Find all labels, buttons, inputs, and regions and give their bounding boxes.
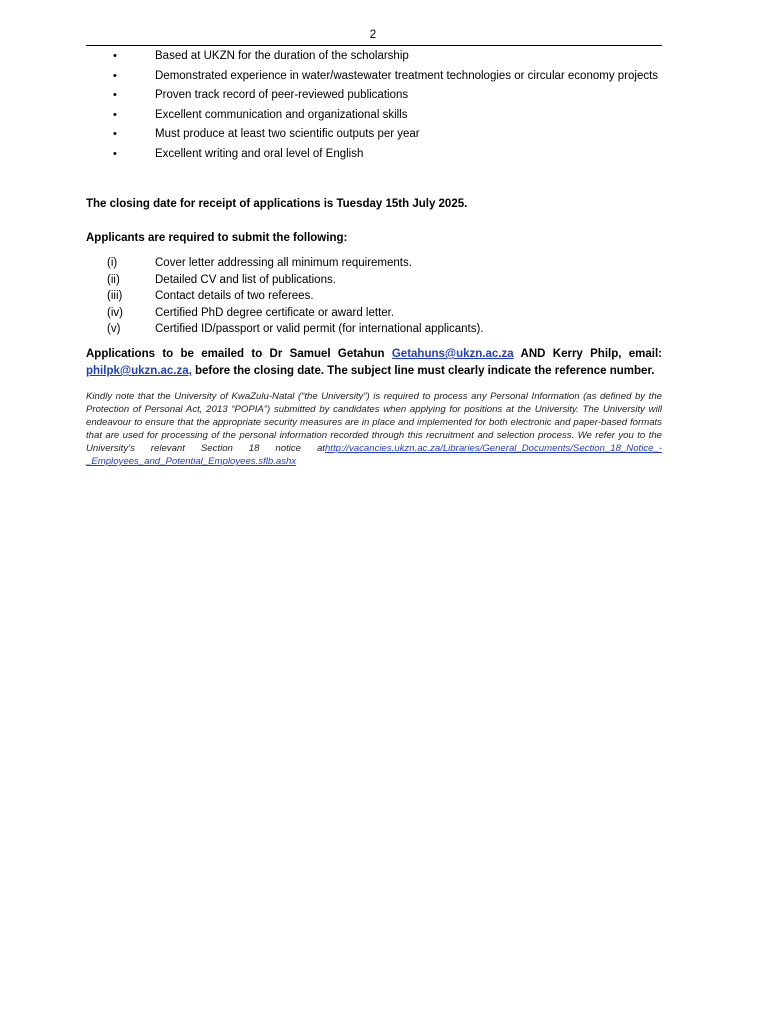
submission-item bbox=[86, 272, 662, 289]
bullet-icon: • bbox=[113, 128, 117, 140]
bullet-icon: • bbox=[113, 147, 117, 160]
submission-item bbox=[86, 321, 662, 338]
bullet-icon: • bbox=[113, 89, 117, 101]
requirement-text: Excellent communication and organizational skills bbox=[155, 108, 408, 121]
requirement-item bbox=[86, 106, 662, 124]
submission-item-text: Certified PhD degree certificate or award letter. bbox=[155, 306, 395, 319]
apply-middle: AND Kerry Philp, email: bbox=[513, 348, 662, 360]
requirement-text: Must produce at least two scientific outputs per year bbox=[155, 128, 420, 140]
bullet-icon: • bbox=[113, 50, 117, 62]
submission-heading: Applicants are required to submit the following: bbox=[86, 232, 348, 244]
requirement-item bbox=[86, 145, 662, 163]
requirements-list bbox=[86, 47, 662, 164]
submission-item bbox=[86, 305, 662, 322]
submission-item-text: Cover letter addressing all minimum requirements. bbox=[155, 257, 412, 269]
submission-item-number: (ii) bbox=[107, 273, 120, 286]
submission-item-number: (iii) bbox=[107, 290, 123, 303]
apply-prefix: Applications to be emailed to Dr Samuel Getahun bbox=[86, 348, 392, 360]
popia-text: Kindly note that the University of KwaZulu-Natal (“the University”) is required to process any Personal Information (as defined by the Protection of Personal Act, 2013 “POPIA”) submitted by candidates when applying for positions at the University. The University will endeavour to ensure that the appropriate security measures are in place and implemented for both electronic and paper-based formats that are used for processing of the personal information recorded through this recruitment and selection process. We refer you to the University’s relevant Section 18 notice at bbox=[86, 391, 662, 454]
submission-item-number: (iv) bbox=[107, 306, 123, 319]
getahun-email-link[interactable]: Getahuns@ukzn.ac.za bbox=[391, 348, 514, 360]
bullet-icon: • bbox=[113, 69, 117, 82]
requirement-text: Based at UKZN for the duration of the scholarship bbox=[155, 50, 409, 62]
requirement-item bbox=[86, 86, 662, 104]
requirement-text: Excellent writing and oral level of English bbox=[155, 147, 364, 160]
submission-item bbox=[86, 255, 662, 272]
application-instructions bbox=[86, 346, 662, 380]
closing-date-notice: The closing date for receipt of applications is Tuesday 15th July 2025. bbox=[86, 198, 468, 210]
requirement-item bbox=[86, 47, 662, 65]
submission-item bbox=[86, 288, 662, 305]
page-number: 2 bbox=[369, 29, 377, 41]
popia-notice bbox=[86, 390, 662, 468]
requirement-text: Proven track record of peer-reviewed publications bbox=[155, 89, 409, 101]
philp-email-link[interactable]: philpk@ukzn.ac.za, bbox=[86, 365, 192, 377]
submission-item-text: Certified ID/passport or valid permit (for international applicants). bbox=[155, 323, 484, 336]
submission-item-number: (v) bbox=[107, 323, 121, 336]
requirement-item bbox=[86, 125, 662, 143]
section-18-notice-link[interactable]: http://vacancies.ukzn.ac.za/Libraries/General_Documents/Section_18_Notice_-_Employees_and_Potential_Employees.sflb.ashx bbox=[86, 443, 662, 467]
submission-item-number: (i) bbox=[107, 257, 118, 269]
header-rule bbox=[86, 45, 662, 46]
requirement-item bbox=[86, 67, 662, 85]
submission-item-text: Contact details of two referees. bbox=[155, 290, 314, 303]
requirement-text: Demonstrated experience in water/wastewater treatment technologies or circular economy projects bbox=[155, 69, 659, 82]
submission-list bbox=[86, 255, 662, 338]
bullet-icon: • bbox=[113, 108, 117, 121]
submission-item-text: Detailed CV and list of publications. bbox=[155, 273, 336, 286]
apply-suffix: before the closing date. The subject line must clearly indicate the reference number. bbox=[191, 365, 655, 377]
